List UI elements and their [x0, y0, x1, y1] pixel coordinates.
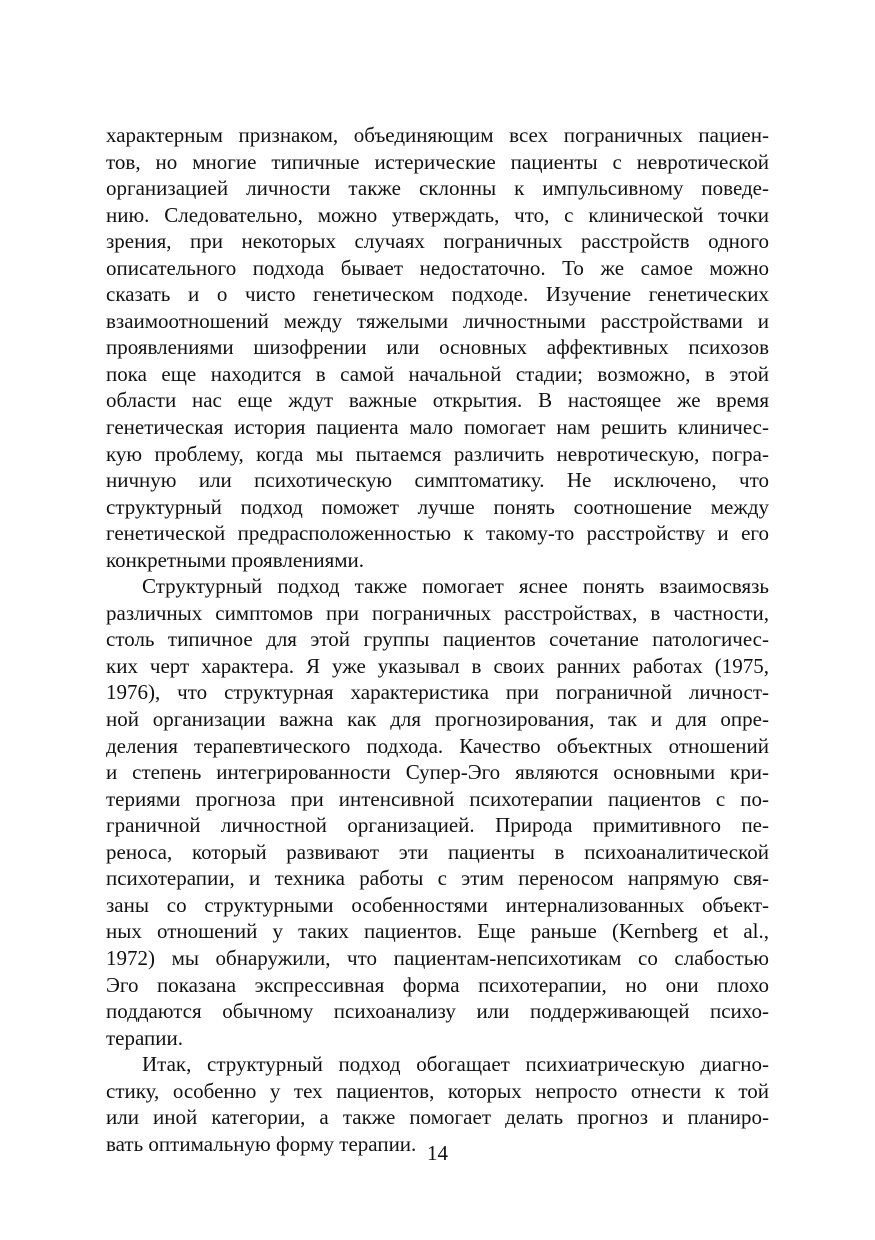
text-line: реноса, который развивают эти пациенты в психоаналитической	[106, 839, 769, 864]
text-line: ких черт характера. Я уже указывал в своих ранних работах (1975,	[106, 653, 769, 678]
text-line: сказать и о чисто генетическом подходе. Изучение генетических	[106, 282, 769, 307]
text-line: различных симптомов при пограничных расстройствах, в частности,	[106, 600, 769, 625]
text-line: столь типичное для этой группы пациентов сочетание патологичес-	[106, 627, 769, 652]
text-line: организацией личности также склонны к импульсивному поведе-	[106, 176, 769, 201]
text-line: 1976), что структурная характеристика при пограничной личност-	[106, 680, 769, 705]
text-line: вать оптимальную форму терапии.	[106, 1131, 417, 1156]
text-line: Эго показана экспрессивная форма психотерапии, но они плохо	[106, 972, 769, 997]
text-line: ничную или психотическую симптоматику. Не исключено, что	[106, 468, 769, 493]
text-line: терапии.	[106, 1025, 184, 1050]
text-line: генетическая история пациента мало помогает нам решить клиничес-	[106, 415, 769, 440]
text-line: тов, но многие типичные истерические пациенты с невротической	[106, 149, 769, 174]
page-number: 14	[427, 1141, 448, 1165]
text-line: описательного подхода бывает недостаточно. То же самое можно	[106, 255, 769, 280]
text-line: териями прогноза при интенсивной психотерапии пациентов с по-	[106, 786, 769, 811]
text-line: нию. Следовательно, можно утверждать, что, с клинической точки	[106, 202, 769, 227]
text-line: или иной категории, а также помогает делать прогноз и планиро-	[106, 1105, 769, 1130]
text-line: проявлениями шизофрении или основных аффективных психозов	[106, 335, 769, 360]
page-body-text	[106, 122, 769, 1157]
text-line: пока еще находится в самой начальной стадии; возможно, в этой	[106, 361, 769, 386]
text-line: структурный подход поможет лучше понять соотношение между	[106, 494, 769, 519]
text-line: ных отношений у таких пациентов. Еще раньше (Kernberg et al.,	[106, 919, 769, 944]
paragraph	[106, 573, 769, 1051]
text-line: Структурный подход также помогает яснее понять взаимосвязь	[142, 574, 769, 599]
text-line: генетической предрасположенностью к такому-то расстройству и его	[106, 521, 769, 546]
text-line: граничной личностной организацией. Природа примитивного пе-	[106, 813, 769, 838]
text-line: стику, особенно у тех пациентов, которых непросто отнести к той	[106, 1078, 769, 1103]
paragraph	[106, 122, 769, 573]
text-line: зрения, при некоторых случаях пограничных расстройств одного	[106, 229, 769, 254]
text-line: характерным признаком, объединяющим всех пограничных пациен-	[106, 123, 769, 147]
text-line: и степень интегрированности Супер-Эго являются основными кри-	[106, 760, 769, 785]
text-line: кую проблему, когда мы пытаемся различить невротическую, погра-	[106, 441, 769, 466]
text-line: взаимоотношений между тяжелыми личностными расстройствами и	[106, 308, 769, 333]
text-line: деления терапевтического подхода. Качество объектных отношений	[106, 733, 769, 758]
text-line: психотерапии, и техника работы с этим переносом напрямую свя-	[106, 866, 769, 891]
text-line: поддаются обычному психоанализу или поддерживающей психо-	[106, 999, 769, 1024]
text-line: ной организации важна как для прогнозирования, так и для опре-	[106, 707, 769, 732]
text-line: заны со структурными особенностями интернализованных объект-	[106, 892, 769, 917]
text-line: 1972) мы обнаружили, что пациентам-непсихотикам со слабостью	[106, 945, 769, 970]
text-line: конкретными проявлениями.	[106, 547, 365, 572]
text-line: области нас еще ждут важные открытия. В настоящее же время	[106, 388, 769, 413]
text-line: Итак, структурный подход обогащает психиатрическую диагно-	[142, 1052, 769, 1077]
